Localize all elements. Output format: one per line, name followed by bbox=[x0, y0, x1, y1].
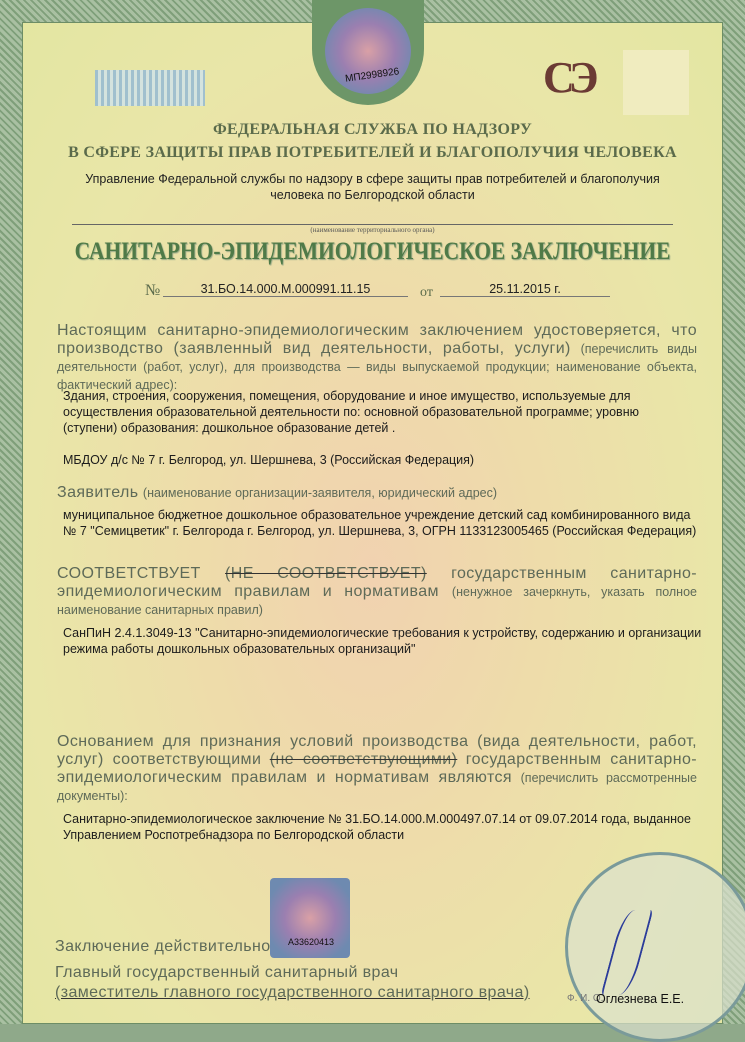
basis-hint: (перечислить рассмотренные документы): bbox=[57, 771, 697, 803]
applicant-heading bbox=[57, 484, 497, 502]
conformity-no: (НЕ СООТВЕТСТВУЕТ) bbox=[225, 565, 427, 582]
conformity-paragraph bbox=[57, 565, 697, 619]
object-address: МБДОУ д/с № 7 г. Белгород, ул. Шершнева, 3 (Российская Федерация) bbox=[63, 453, 475, 467]
header-line-1: ФЕДЕРАЛЬНАЯ СЛУЖБА ПО НАДЗОРУ bbox=[213, 121, 532, 138]
basis-documents: Санитарно-эпидемиологическое заключение № 31.БО.14.000.М.000497.07.14 от 09.07.2014 года, выданное Управлением Роспотребнадзора по Белгородской области bbox=[63, 812, 691, 842]
signatory-title: Главный государственный санитарный врач bbox=[55, 964, 399, 981]
hologram-serial-bottom: А33620413 bbox=[288, 937, 335, 947]
date-value: 25.11.2015 г. bbox=[440, 282, 610, 297]
sanitary-rules: СанПиН 2.4.1.3049-13 "Санитарно-эпидемиологические требования к устройству, содержанию и организации режима работы дошкольных образовательных организаций" bbox=[63, 626, 702, 656]
signatory-deputy: (заместитель главного государственного санитарного врача) bbox=[55, 984, 530, 1001]
certifies-paragraph bbox=[57, 322, 697, 394]
fio-label: Ф. И. О. bbox=[567, 993, 604, 1004]
authority-line-1: Управление Федеральной службы по надзору в сфере защиты прав потребителей и благополучия bbox=[85, 172, 660, 186]
security-pattern bbox=[95, 70, 205, 106]
number-value: 31.БО.14.000.М.000991.11.15 bbox=[163, 282, 408, 297]
applicant-text: муниципальное бюджетное дошкольное образовательное учреждение детский сад комбинированного вида № 7 "Семицветик" г. Белгорода г. Белгород, ул. Шершнева, 3, ОГРН 1133123005465 (Российская Федерация) bbox=[63, 508, 697, 538]
header-line-2: В СФЕРЕ ЗАЩИТЫ ПРАВ ПОТРЕБИТЕЛЕЙ И БЛАГОПОЛУЧИЯ ЧЕЛОВЕКА bbox=[68, 144, 677, 161]
authority-line-2: человека по Белгородской области bbox=[270, 188, 475, 202]
authority-caption: (наименование территориального органа) bbox=[310, 226, 435, 234]
authority-underline bbox=[72, 224, 673, 225]
watermark-square bbox=[623, 50, 689, 115]
basis-paragraph bbox=[57, 733, 697, 805]
certifies-hint: (перечислить виды деятельности (работ, услуг), для производства — виды выпускаемой продукции; наименование объекта, фактический адрес): bbox=[57, 342, 697, 392]
se-logo: СЭ bbox=[543, 53, 593, 102]
applicant-hint: (наименование организации-заявителя, юридический адрес) bbox=[142, 486, 498, 500]
certifies-lead: Настоящим санитарно-эпидемиологическим заключением удостоверяется, что производство (заявленный вид деятельности, работы, услуги) bbox=[57, 322, 697, 357]
basis-lead-1: Основанием для признания условий производства (вида деятельности, работ, услуг) соответствующими bbox=[57, 733, 697, 768]
hologram-serial-top: МП2998926 bbox=[344, 66, 400, 85]
conformity-yes: СООТВЕТСТВУЕТ bbox=[57, 565, 201, 582]
basis-struck: (не соответствующими) bbox=[269, 751, 458, 768]
document-title: САНИТАРНО-ЭПИДЕМИОЛОГИЧЕСКОЕ ЗАКЛЮЧЕНИЕ bbox=[74, 238, 671, 265]
validity-label: Заключение действительно bbox=[55, 938, 271, 955]
date-label: от bbox=[420, 285, 433, 300]
conformity-rest: государственным санитарно-эпидемиологическим правилам и нормативам bbox=[57, 565, 697, 600]
conformity-hint: (ненужное зачеркнуть, указать полное наименование санитарных правил) bbox=[57, 585, 697, 617]
activity-text: Здания, строения, сооружения, помещения, оборудование и иное имущество, используемые для осуществления образовательной деятельности по: основной образовательной программе; уровню (ступени) образования: дошкольное образование детей . bbox=[63, 389, 639, 435]
number-label: № bbox=[145, 282, 161, 299]
official-stamp bbox=[565, 852, 745, 1042]
signatory-name: Оглезнева Е.Е. bbox=[596, 992, 685, 1006]
applicant-label: Заявитель bbox=[57, 484, 139, 501]
basis-lead-2: государственным санитарно-эпидемиологическим правилам и нормативам являются bbox=[57, 751, 697, 786]
